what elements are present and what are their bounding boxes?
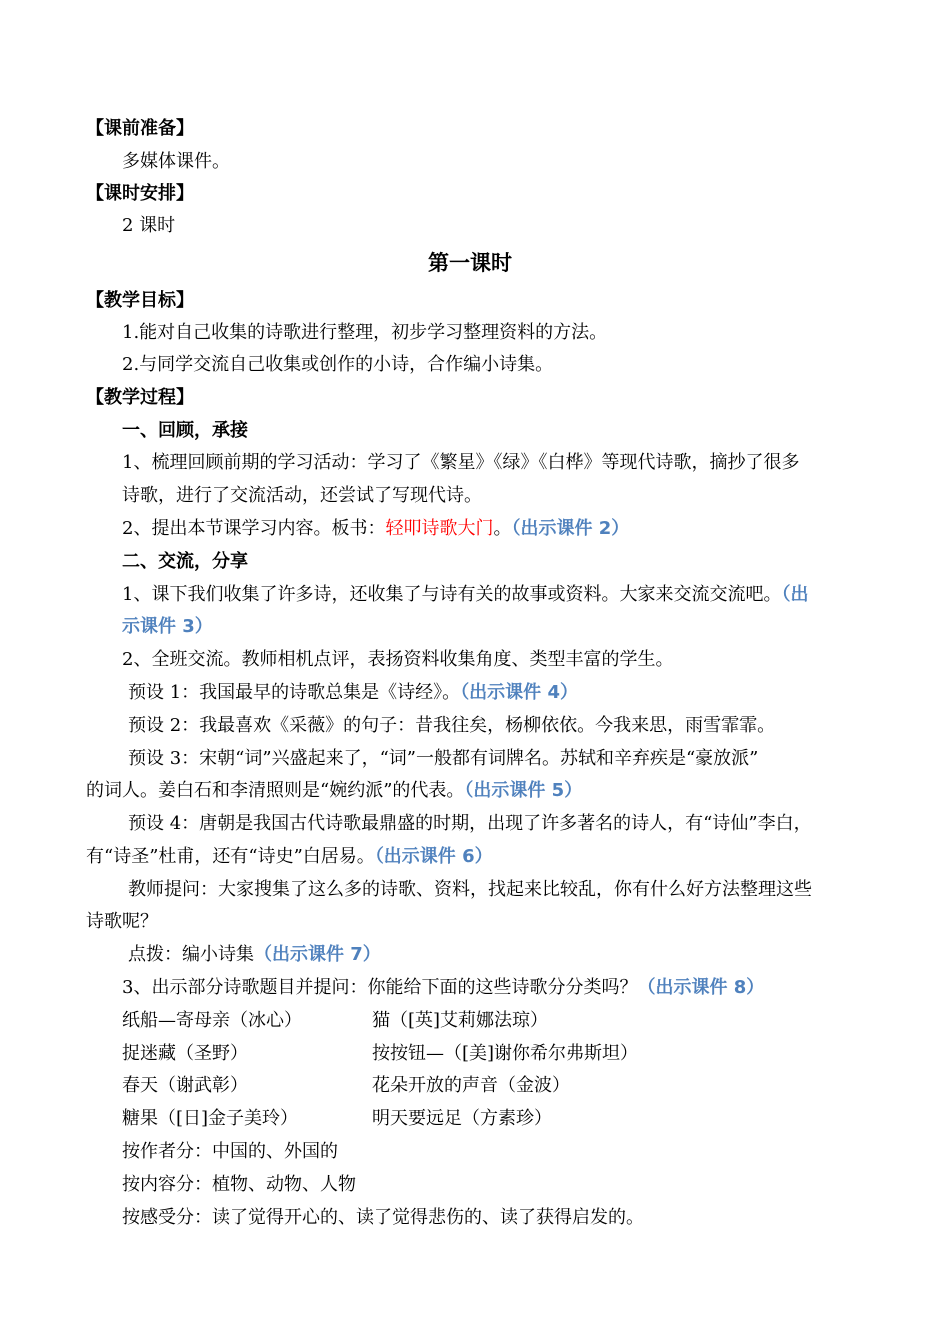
poem-right-4: 明天要远足（方素珍） xyxy=(372,1108,552,1129)
courseware-ref-8: （出示课件 8） xyxy=(637,977,765,998)
category-author: 按作者分：中国的、外国的 xyxy=(122,1141,338,1162)
s1-paragraph-1: 1、梳理回顾前期的学习活动：学习了《繁星》《绿》《白桦》等现代诗歌，摘抄了很多 xyxy=(122,452,800,473)
lesson-title: 第一课时 xyxy=(428,251,512,275)
category-feeling: 按感受分：读了觉得开心的、读了觉得悲伤的、读了获得启发的。 xyxy=(122,1207,644,1228)
blackboard-text: 轻叩诗歌大门 xyxy=(385,518,494,539)
category-content: 按内容分：植物、动物、人物 xyxy=(122,1174,356,1195)
preset-1 xyxy=(128,681,578,705)
s1-p2-text: 2、提出本节课学习内容。板书： xyxy=(122,518,386,539)
goals-heading: 【教学目标】 xyxy=(86,290,194,311)
courseware-ref-5: （出示课件 5） xyxy=(464,780,583,801)
s2-p1-text: 1、课下我们收集了许多诗，还收集了与诗有关的故事或资料。大家来交流交流吧。 xyxy=(122,584,782,605)
teacher-question: 教师提问：大家搜集了这么多的诗歌、资料，找起来比较乱，你有什么好方法整理这些 xyxy=(128,879,812,900)
preset-1-text: 预设 1：我国最早的诗歌总集是《诗经》。 xyxy=(128,682,461,703)
courseware-ref-3a: （出 xyxy=(781,584,809,605)
s2-p3-text: 3、出示部分诗歌题目并提问：你能给下面的这些诗歌分分类吗？ xyxy=(122,977,638,998)
hint xyxy=(128,943,381,967)
section-1-title: 一、回顾，承接 xyxy=(122,420,248,441)
s1-paragraph-1-cont: 诗歌，进行了交流活动，还尝试了写现代诗。 xyxy=(122,485,482,506)
preset-4-text: 有“诗圣”杜甫，还有“诗史”白居易。 xyxy=(86,846,375,867)
prep-content: 多媒体课件。 xyxy=(122,151,230,172)
courseware-ref-2: （出示课件 2） xyxy=(511,518,630,539)
preset-3-cont xyxy=(86,779,582,803)
courseware-ref-6: （出示课件 6） xyxy=(374,846,493,867)
s1-p2-end: 。 xyxy=(493,518,512,539)
s2-paragraph-1 xyxy=(122,583,808,607)
poem-right-1: 猫（[英]艾莉娜法琼） xyxy=(372,1010,549,1031)
preset-4-cont xyxy=(86,845,493,869)
poem-left-2: 捉迷藏（圣野） xyxy=(122,1043,248,1064)
poem-left-1: 纸船—寄母亲（冰心） xyxy=(122,1010,302,1031)
section-2-title: 二、交流，分享 xyxy=(122,551,248,572)
s1-paragraph-2 xyxy=(122,517,629,541)
poem-right-3: 花朵开放的声音（金波） xyxy=(372,1075,570,1096)
teacher-question-cont: 诗歌呢？ xyxy=(86,911,158,932)
courseware-ref-3b: 示课件 3） xyxy=(122,616,213,637)
schedule-content: 2 课时 xyxy=(122,215,176,236)
prep-heading: 【课前准备】 xyxy=(86,118,194,139)
preset-3-text: 的词人。姜白石和李清照则是“婉约派”的代表。 xyxy=(86,780,465,801)
goal-item-1: 1.能对自己收集的诗歌进行整理，初步学习整理资料的方法。 xyxy=(122,322,608,343)
poem-right-2: 按按钮—（[美]谢你希尔弗斯坦） xyxy=(372,1043,639,1064)
process-heading: 【教学过程】 xyxy=(86,387,194,408)
poem-left-4: 糖果（[日]金子美玲） xyxy=(122,1108,299,1129)
goal-item-2: 2.与同学交流自己收集或创作的小诗，合作编小诗集。 xyxy=(122,354,554,375)
poem-left-3: 春天（谢武彰） xyxy=(122,1075,248,1096)
s2-paragraph-2: 2、全班交流。教师相机点评，表扬资料收集角度、类型丰富的学生。 xyxy=(122,649,674,670)
schedule-heading: 【课时安排】 xyxy=(86,183,194,204)
courseware-ref-7: （出示课件 7） xyxy=(254,944,381,965)
hint-text: 点拨：编小诗集 xyxy=(128,944,254,965)
preset-3: 预设 3：宋朝“词”兴盛起来了，“词”一般都有词牌名。苏轼和辛弃疾是“豪放派” xyxy=(128,748,759,769)
preset-4: 预设 4：唐朝是我国古代诗歌最鼎盛的时期，出现了许多著名的诗人，有“诗仙”李白， xyxy=(128,813,812,834)
courseware-ref-4: （出示课件 4） xyxy=(460,682,578,703)
preset-2: 预设 2：我最喜欢《采薇》的句子：昔我往矣，杨柳依依。今我来思，雨雪霏霏。 xyxy=(128,715,776,736)
s2-paragraph-3 xyxy=(122,976,764,1000)
